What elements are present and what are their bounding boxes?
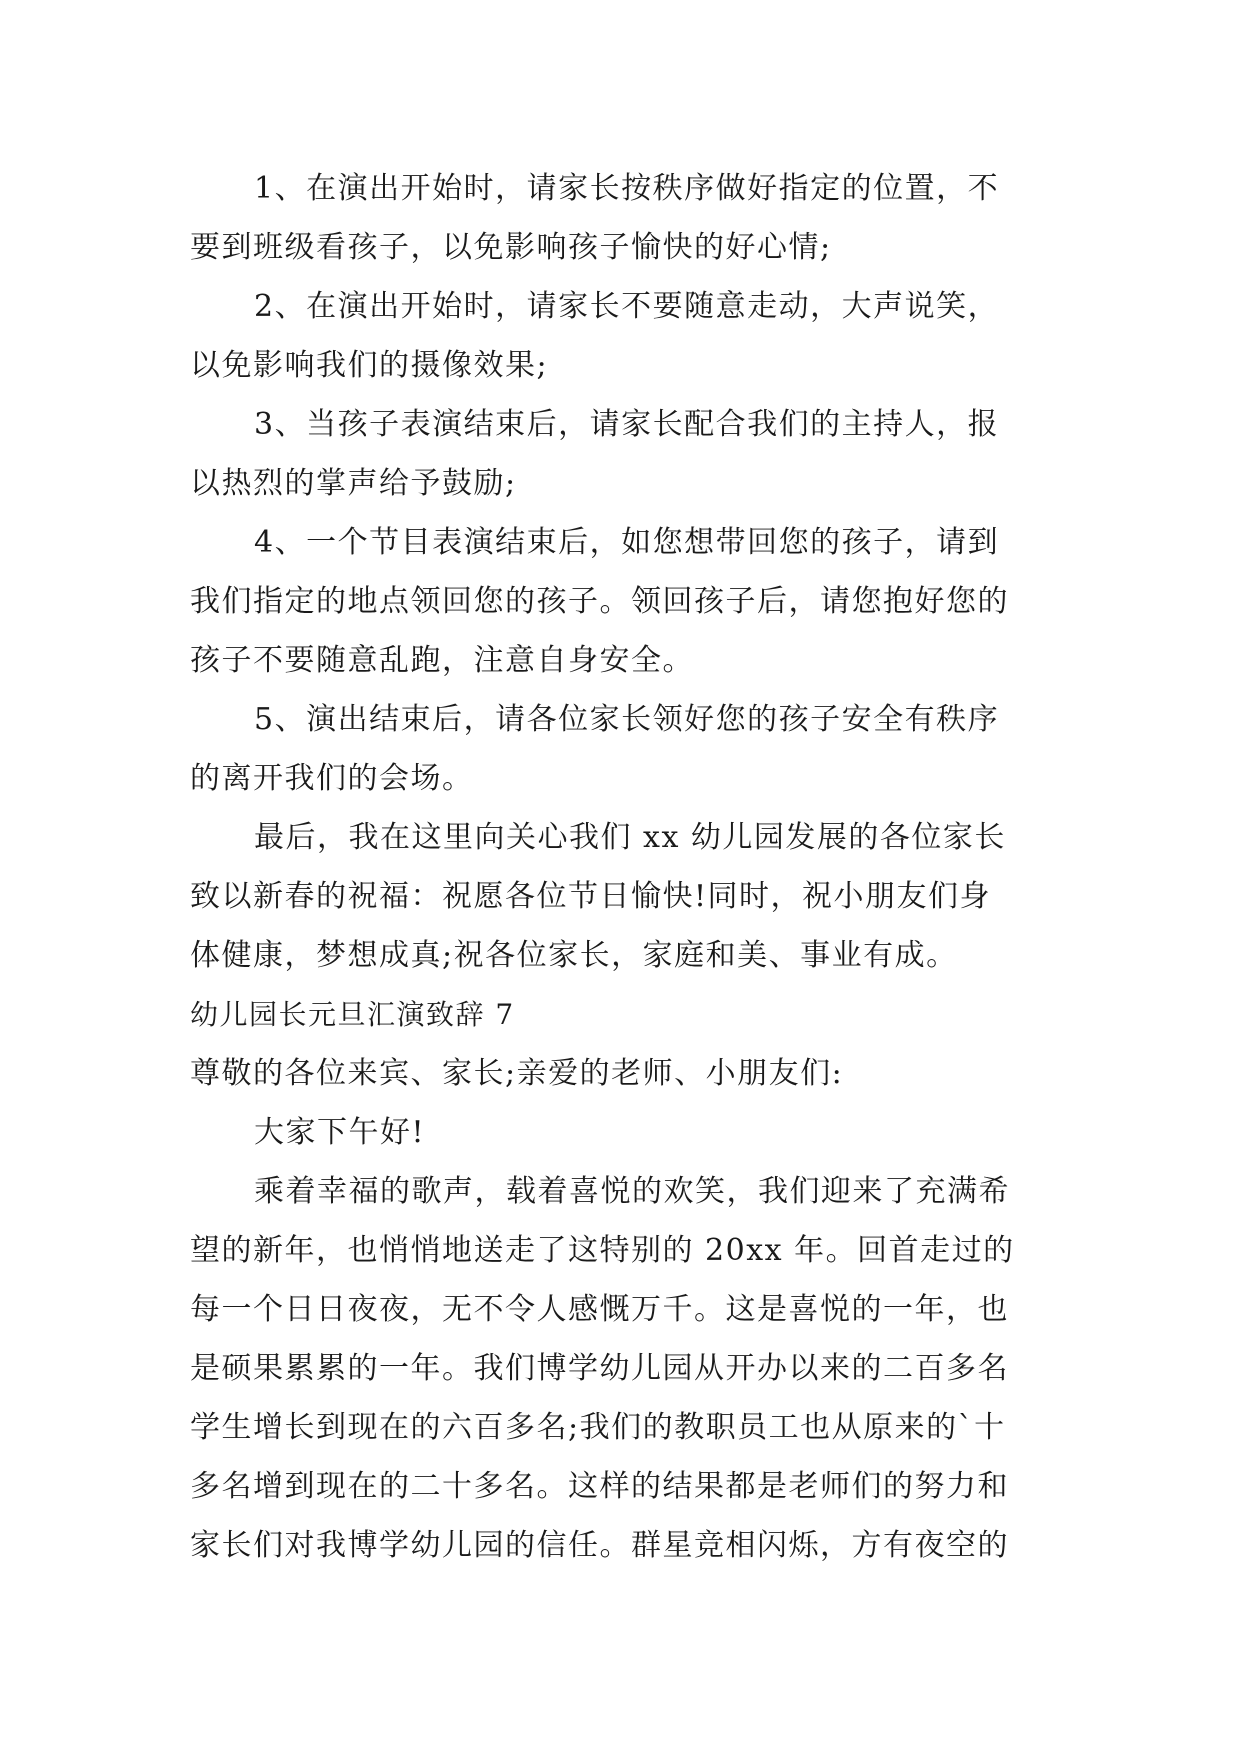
paragraph-line: 是硕果累累的一年。我们博学幼儿园从开办以来的二百多名	[190, 1351, 1009, 1386]
paragraph-line: 1、在演出开始时，请家长按秩序做好指定的位置，不	[254, 171, 1000, 206]
paragraph-line: 学生增长到现在的六百多名;我们的教职员工也从原来的`十	[190, 1410, 1006, 1445]
document-body	[190, 159, 1050, 1575]
paragraph-line: 孩子不要随意乱跑，注意自身安全。	[190, 643, 694, 678]
paragraph-line: 多名增到现在的二十多名。这样的结果都是老师们的努力和	[190, 1469, 1009, 1504]
paragraph-line: 4、一个节目表演结束后，如您想带回您的孩子，请到	[254, 525, 1000, 560]
paragraph-line: 要到班级看孩子，以免影响孩子愉快的好心情;	[190, 230, 832, 265]
paragraph-line: 2、在演出开始时，请家长不要随意走动，大声说笑，	[254, 289, 1000, 324]
greeting-line: 大家下午好!	[254, 1115, 426, 1150]
paragraph-line: 的离开我们的会场。	[190, 761, 474, 796]
paragraph-line: 体健康，梦想成真;祝各位家长，家庭和美、事业有成。	[190, 938, 958, 973]
paragraph-line: 3、当孩子表演结束后，请家长配合我们的主持人，报	[254, 407, 1000, 442]
paragraph-line: 以热烈的掌声给予鼓励;	[190, 466, 517, 501]
paragraph-line: 每一个日日夜夜，无不令人感慨万千。这是喜悦的一年，也	[190, 1292, 1009, 1327]
section-heading: 幼儿园长元旦汇演致辞 7	[190, 998, 515, 1031]
salutation-line: 尊敬的各位来宾、家长;亲爱的老师、小朋友们:	[190, 1056, 844, 1091]
paragraph-line: 望的新年，也悄悄地送走了这特别的 20xx 年。回首走过的	[190, 1233, 1015, 1268]
paragraph-line: 以免影响我们的摄像效果;	[190, 348, 549, 383]
paragraph-line: 5、演出结束后，请各位家长领好您的孩子安全有秩序	[254, 702, 1000, 737]
paragraph-line: 最后，我在这里向关心我们 xx 幼儿园发展的各位家长	[254, 820, 1006, 855]
paragraph-line: 家长们对我博学幼儿园的信任。群星竞相闪烁，方有夜空的	[190, 1528, 1009, 1563]
paragraph-line: 我们指定的地点领回您的孩子。领回孩子后，请您抱好您的	[190, 584, 1009, 619]
paragraph-line: 乘着幸福的歌声，载着喜悦的欢笑，我们迎来了充满希	[254, 1174, 1010, 1209]
paragraph-line: 致以新春的祝福：祝愿各位节日愉快!同时，祝小朋友们身	[190, 879, 992, 914]
